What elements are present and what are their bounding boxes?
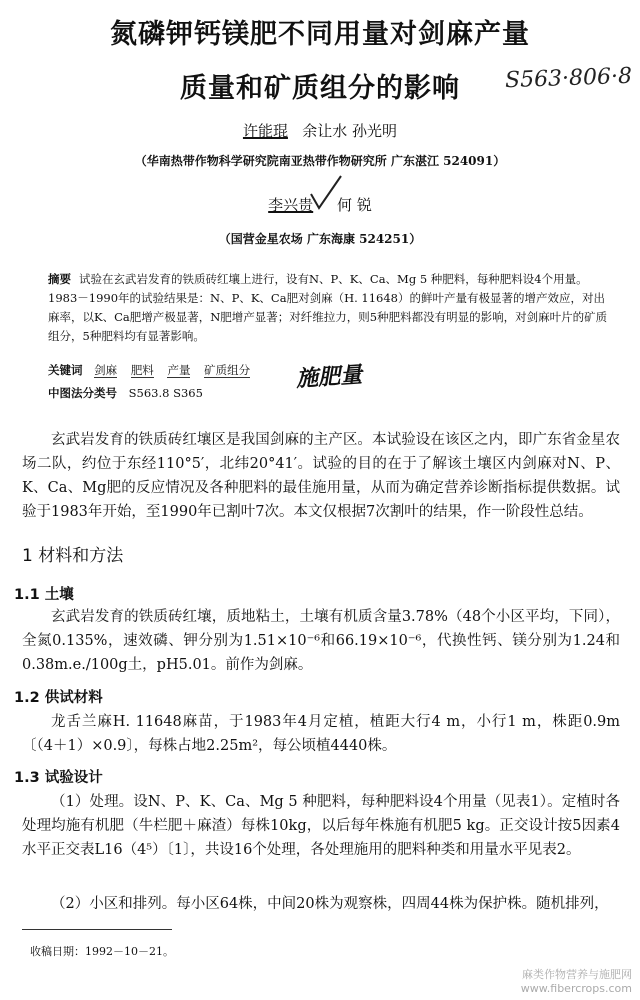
abstract-label: 摘要: [48, 272, 71, 286]
paragraph-materials: 龙舌兰麻H. 11648麻苗，于1983年4月定植，植距大行4 m，小行1 m，株距0.9m〔（4＋1）×0.9〕，每株占地2.25m²，每公顷植4440株。: [22, 714, 620, 754]
keyword-item: 剑麻: [94, 363, 118, 377]
keywords: [48, 362, 260, 378]
watermark-line-1: 麻类作物营养与施肥网: [522, 968, 632, 981]
affiliation-1: （华南热带作物科学研究院南亚热带作物研究所 广东湛江 524091）: [134, 154, 506, 168]
classification-label: 中图法分类号: [48, 386, 117, 400]
author-underlined: 许能琨: [242, 122, 288, 140]
keyword-item: 矿质组分: [204, 363, 251, 377]
handwritten-keyword: 施肥量: [295, 361, 363, 393]
keyword-item: 肥料: [130, 363, 154, 377]
watermark-line-2: www.fibercrops.com: [520, 982, 632, 995]
title-line-2: 质量和矿质组分的影响: [180, 73, 460, 104]
classification: [48, 385, 203, 401]
paragraph-plots: （2）小区和排列。每小区64株，中间20株为观察株，四周44株为保护株。随机排列，: [51, 896, 609, 912]
authors-rest-text: 余让水 孙光明: [302, 122, 398, 140]
handwritten-code: S563·806·8: [504, 63, 633, 94]
classification-codes: S563.8 S365: [128, 386, 203, 400]
footnote: 收稿日期：1992－10－21。: [30, 945, 174, 958]
abstract: [48, 270, 608, 346]
authors-rest-text-2: 何 锐: [337, 196, 372, 214]
intro-paragraph: 玄武岩发育的铁质砖红壤区是我国剑麻的主产区。本试验设在该区之内，即广东省金星农场二队，约位于东经110°5′，北纬20°41′。试验的目的在于了解该土壤区内剑麻对N、P、K、Ca、Mg肥的反应情况及各种肥料的最佳施用量，从而为确定营养诊断指标提供数据。试验于1983年开始，至1990年已割叶7次。本文仅根据7次割叶的结果，作一阶段性总结。: [22, 432, 620, 520]
watermark: [521, 968, 632, 996]
title-line-1: 氮磷钾钙镁肥不同用量对剑麻产量: [110, 19, 530, 50]
keyword-item: 产量: [167, 363, 191, 377]
keywords-label: 关键词: [48, 363, 83, 377]
footnote-rule: [22, 929, 172, 930]
section-heading: 1 材料和方法: [22, 546, 124, 566]
authors-line-1: [0, 120, 640, 141]
affiliation-2: （国营金星农场 广东海康 524251）: [218, 232, 422, 246]
subsection-heading: 1.3 试验设计: [14, 770, 103, 786]
paragraph-treatment: （1）处理。设N、P、K、Ca、Mg 5 种肥料，每种肥料设4个用量（见表1）。定植时各处理均施有机肥（牛栏肥＋麻渣）每株10kg，以后每年株施有机肥5 kg。正交设计按5因素4水平正交表L16（4⁵）〔1〕，共设16个处理，各处理施用的肥料种类和用量水平见表2。: [22, 794, 620, 858]
authors-line-2: [0, 194, 640, 215]
subsection-heading: 1.1 土壤: [14, 587, 74, 603]
authors-rest: [293, 122, 303, 140]
paragraph-soil: 玄武岩发育的铁质砖红壤，质地粘土，土壤有机质含量3.78%（48个小区平均，下同），全氮0.135%，速效磷、钾分别为1.51×10⁻⁶和66.19×10⁻⁶，代换性钙、镁分别为1.24和0.38m.e./100g土，pH5.01。前作为剑麻。: [22, 609, 620, 673]
abstract-text: 试验在玄武岩发育的铁质砖红壤上进行，设有N、P、K、Ca、Mg 5 种肥料，每种肥料设4个用量。1983－1990年的试验结果是：N、P、K、Ca肥对剑麻（H. 11648）的鲜叶产量有极显著的增产效应，对出麻率，以K、Ca肥增产极显著，N肥增产显著；对纤维拉力，则5种肥料都没有明显的影响，对剑麻叶片的矿质组分，5种肥料均有显著影响。: [48, 272, 608, 343]
author-underlined-2: 李兴贵: [268, 196, 314, 214]
subsection-heading: 1.2 供试材料: [14, 690, 103, 706]
